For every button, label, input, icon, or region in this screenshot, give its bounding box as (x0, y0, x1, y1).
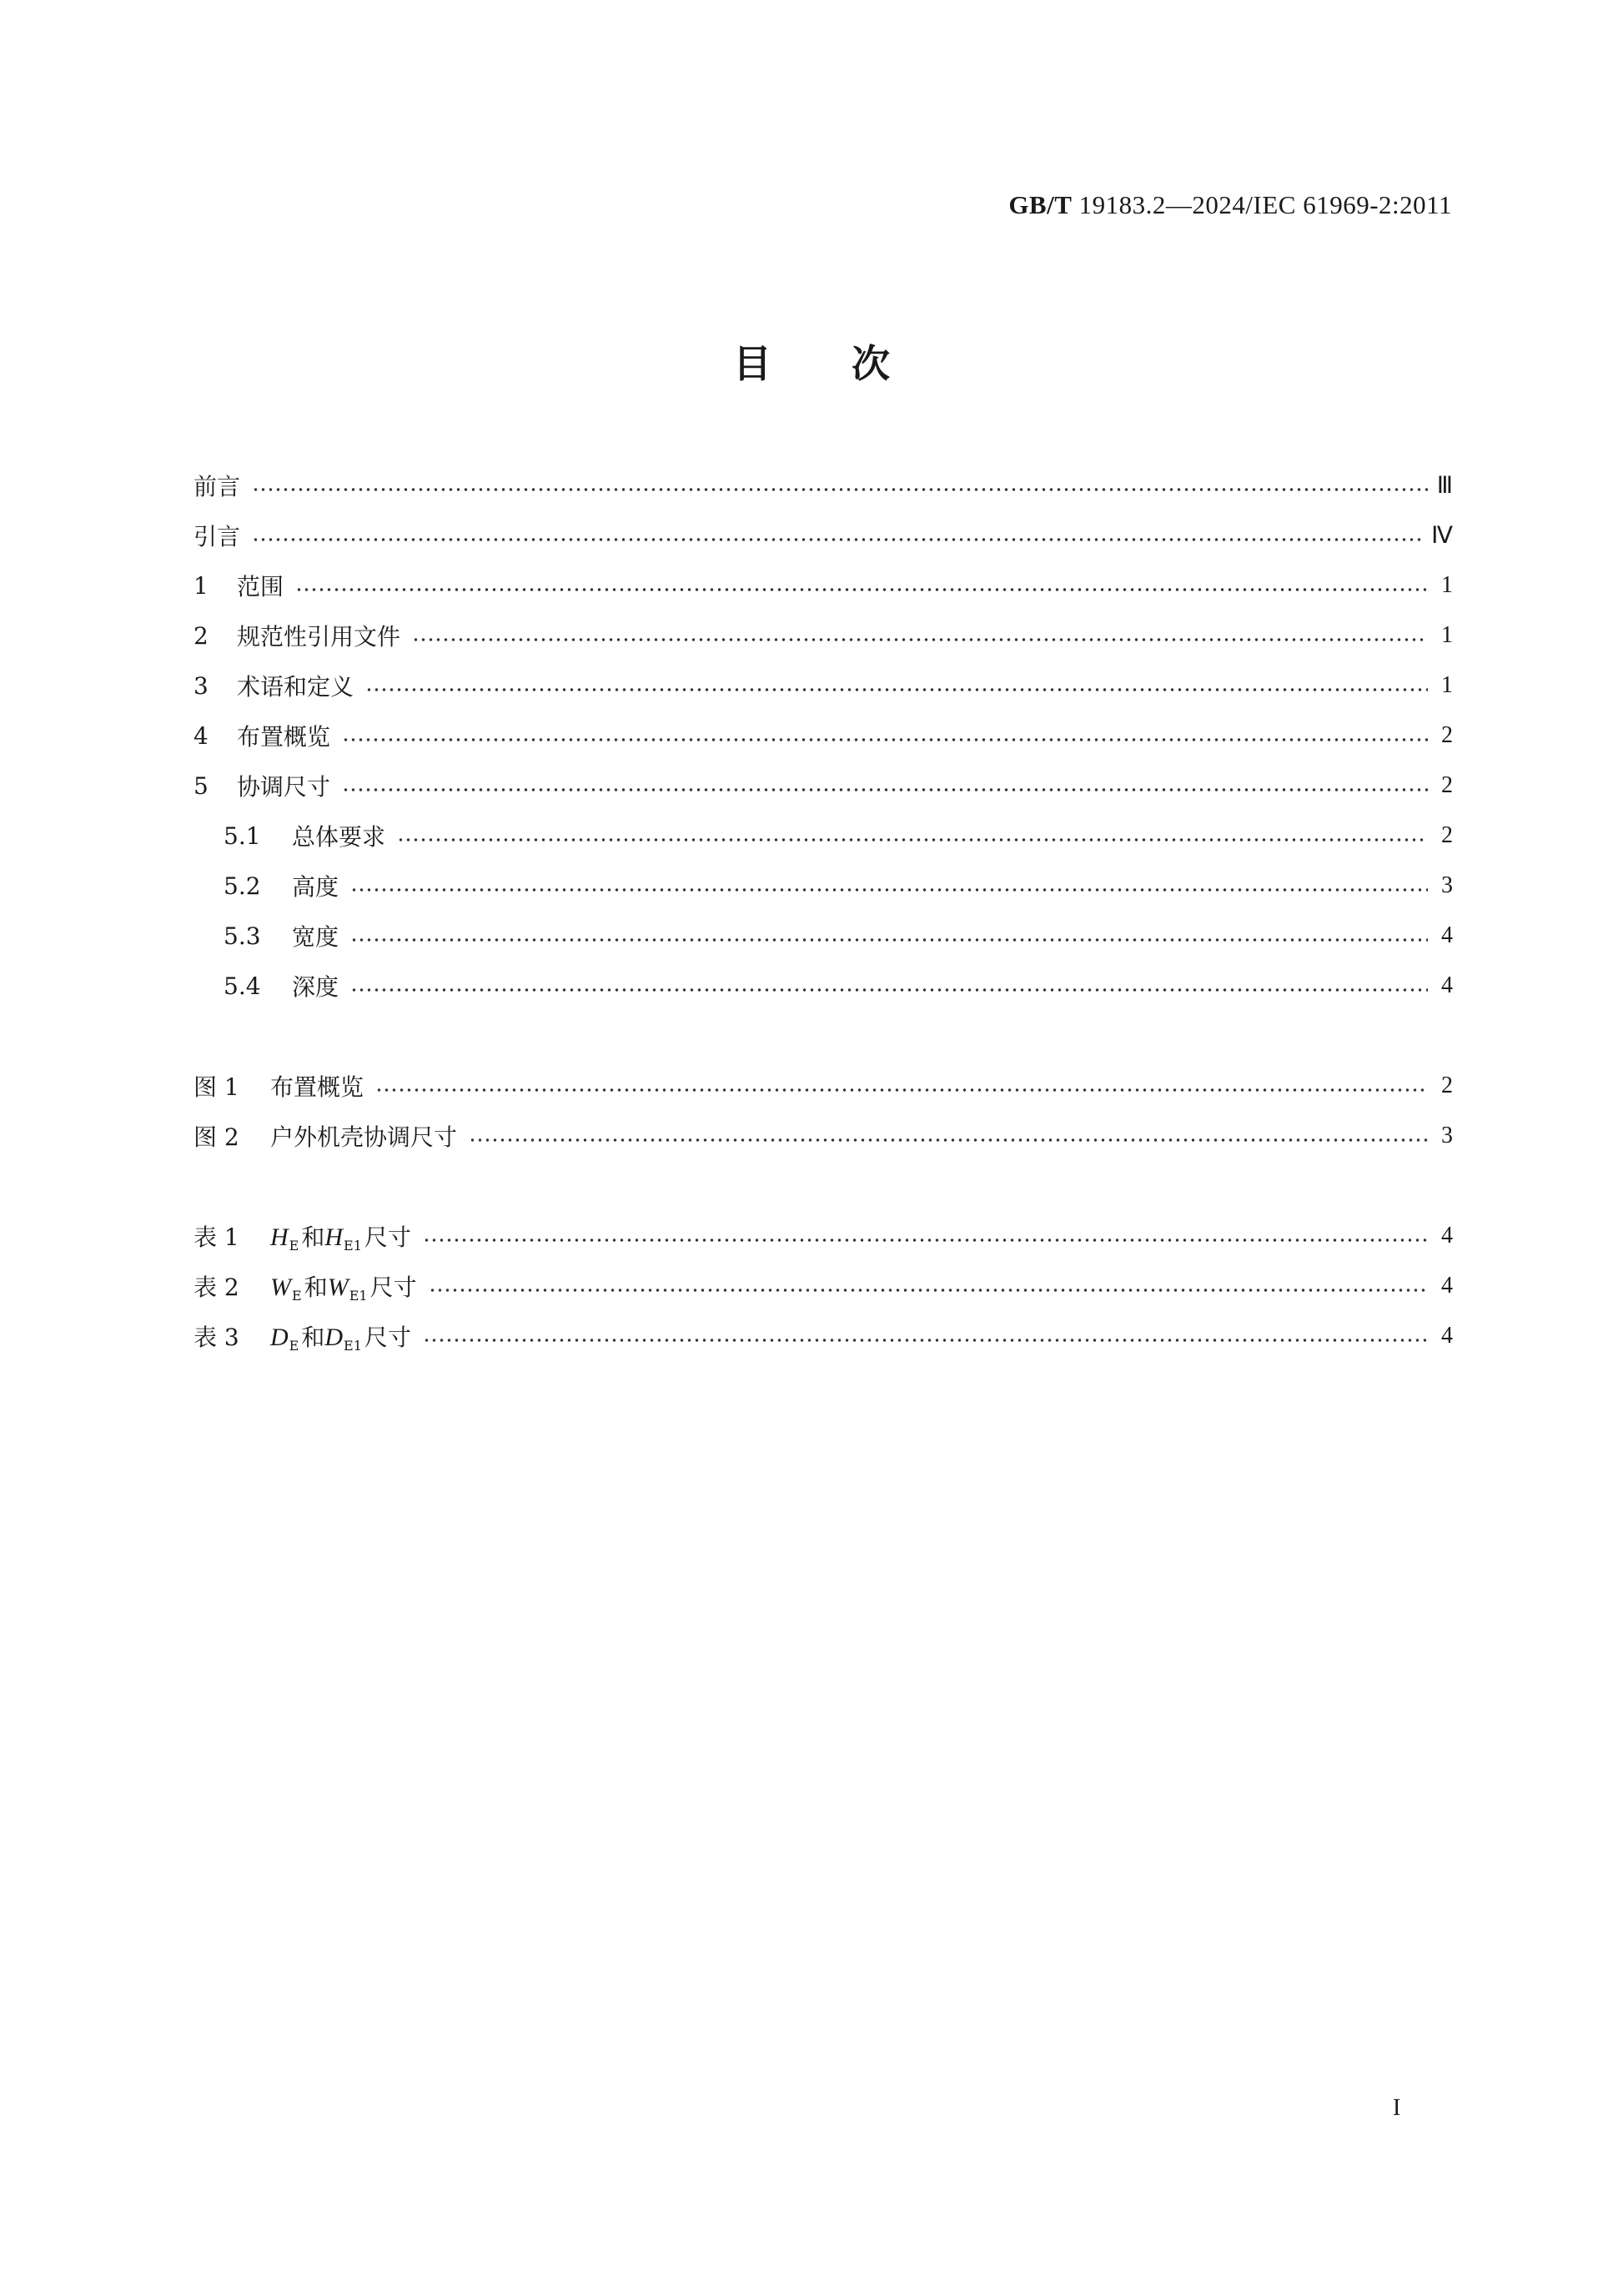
leader-dots (350, 974, 1428, 997)
toc-number: 1 (193, 571, 209, 600)
toc-page: 2 (1441, 1073, 1453, 1098)
var-subscript: E (292, 1288, 302, 1304)
toc-label: 总体要求 (292, 823, 386, 851)
leader-dots (397, 824, 1428, 847)
toc-page: 4 (1441, 922, 1453, 948)
toc-page: 2 (1441, 772, 1453, 798)
toc-number: 5 (193, 771, 209, 800)
leader-dots (252, 474, 1428, 497)
toc-number: 3 (193, 671, 209, 700)
toc-page: Ⅲ (1436, 473, 1453, 499)
toc-label: 布置概览 (270, 1073, 364, 1101)
leader-dots (423, 1224, 1428, 1248)
toc-label (270, 1269, 424, 1303)
toc-number: 表 1 (193, 1223, 239, 1251)
toc-number: 2 (193, 621, 209, 650)
var-symbol: H (270, 1223, 289, 1251)
toc-entry-table-2[interactable] (193, 1261, 1453, 1311)
leader-dots (429, 1274, 1428, 1298)
leader-dots (365, 674, 1428, 697)
suffix-text: 尺寸 (364, 1324, 411, 1351)
toc-label: 深度 (292, 973, 339, 1001)
standard-prefix: GB/T (1008, 190, 1073, 219)
toc-number: 图 1 (193, 1073, 239, 1101)
leader-dots (342, 774, 1428, 797)
toc-label (270, 1219, 418, 1253)
leader-dots (375, 1074, 1428, 1098)
suffix-text: 尺寸 (369, 1274, 417, 1301)
leader-dots (412, 624, 1428, 647)
toc-label (270, 1319, 418, 1353)
var-symbol: D (270, 1324, 289, 1351)
toc-entry-depth[interactable] (193, 961, 1453, 1011)
standard-code: 19183.2—2024/IEC 61969-2:2011 (1072, 190, 1452, 219)
var-subscript: E1 (344, 1238, 362, 1254)
toc-entry-scope[interactable] (193, 560, 1453, 610)
toc-page: 3 (1441, 1123, 1453, 1148)
table-of-contents (193, 460, 1453, 1361)
toc-entry-width[interactable] (193, 911, 1453, 961)
toc-entry-table-3[interactable] (193, 1311, 1453, 1361)
toc-entry-coordination-dimensions[interactable] (193, 761, 1453, 811)
toc-page: 1 (1441, 622, 1453, 648)
leader-dots (342, 724, 1428, 747)
toc-sections (193, 460, 1453, 1011)
joiner-text: 和 (301, 1324, 325, 1351)
toc-entry-introduction[interactable] (193, 510, 1453, 560)
toc-number: 5.1 (224, 821, 261, 850)
suffix-text: 尺寸 (364, 1223, 411, 1251)
toc-page: 3 (1441, 872, 1453, 898)
toc-tables (193, 1211, 1453, 1361)
toc-page: 2 (1441, 722, 1453, 748)
var-subscript: E1 (344, 1338, 362, 1354)
toc-label: 高度 (292, 873, 339, 901)
var-symbol: W (327, 1274, 349, 1301)
toc-number: 4 (193, 721, 209, 750)
toc-entry-figure-1[interactable] (193, 1061, 1453, 1111)
var-subscript: E1 (349, 1288, 368, 1304)
toc-number: 5.4 (224, 972, 261, 1000)
leader-dots (350, 924, 1428, 947)
standard-number (1008, 190, 1452, 220)
toc-number: 5.2 (224, 872, 261, 900)
toc-entry-terms[interactable] (193, 661, 1453, 711)
toc-label: 引言 (193, 523, 241, 550)
page-title: 目次 (733, 341, 970, 386)
toc-entry-table-1[interactable] (193, 1211, 1453, 1261)
toc-page: 4 (1441, 1323, 1453, 1349)
leader-dots (350, 874, 1428, 897)
toc-entry-layout-overview[interactable] (193, 711, 1453, 761)
toc-number: 5.3 (224, 922, 261, 950)
leader-dots (252, 524, 1423, 547)
toc-label: 协调尺寸 (237, 773, 331, 801)
toc-number: 图 2 (193, 1123, 239, 1151)
toc-entry-figure-2[interactable] (193, 1111, 1453, 1161)
toc-label: 术语和定义 (237, 673, 354, 701)
toc-page: 4 (1441, 972, 1453, 998)
toc-entry-normative-references[interactable] (193, 610, 1453, 661)
toc-page: 4 (1441, 1273, 1453, 1299)
leader-dots (469, 1124, 1428, 1148)
toc-entry-height[interactable] (193, 861, 1453, 911)
toc-label: 前言 (193, 473, 241, 500)
toc-label: 范围 (237, 573, 284, 600)
toc-label: 户外机壳协调尺寸 (270, 1123, 458, 1151)
toc-entry-foreword[interactable] (193, 460, 1453, 510)
joiner-text: 和 (304, 1274, 328, 1301)
var-subscript: E (289, 1338, 299, 1354)
toc-label: 规范性引用文件 (237, 623, 401, 651)
var-symbol: W (270, 1274, 291, 1301)
toc-page: 1 (1441, 672, 1453, 698)
toc-figures (193, 1061, 1453, 1161)
toc-page: Ⅳ (1431, 523, 1453, 549)
page-folio: I (1393, 2095, 1401, 2121)
var-symbol: D (324, 1324, 344, 1351)
leader-dots (423, 1324, 1428, 1348)
toc-entry-general-requirements[interactable] (193, 811, 1453, 861)
toc-page: 1 (1441, 572, 1453, 598)
toc-label: 布置概览 (237, 723, 331, 751)
var-subscript: E (289, 1238, 299, 1254)
joiner-text: 和 (301, 1223, 325, 1251)
toc-page: 2 (1441, 822, 1453, 848)
toc-page: 4 (1441, 1223, 1453, 1248)
toc-number: 表 2 (193, 1274, 239, 1301)
var-symbol: H (324, 1223, 344, 1251)
toc-number: 表 3 (193, 1324, 239, 1351)
toc-label: 宽度 (292, 923, 339, 951)
leader-dots (295, 574, 1428, 597)
